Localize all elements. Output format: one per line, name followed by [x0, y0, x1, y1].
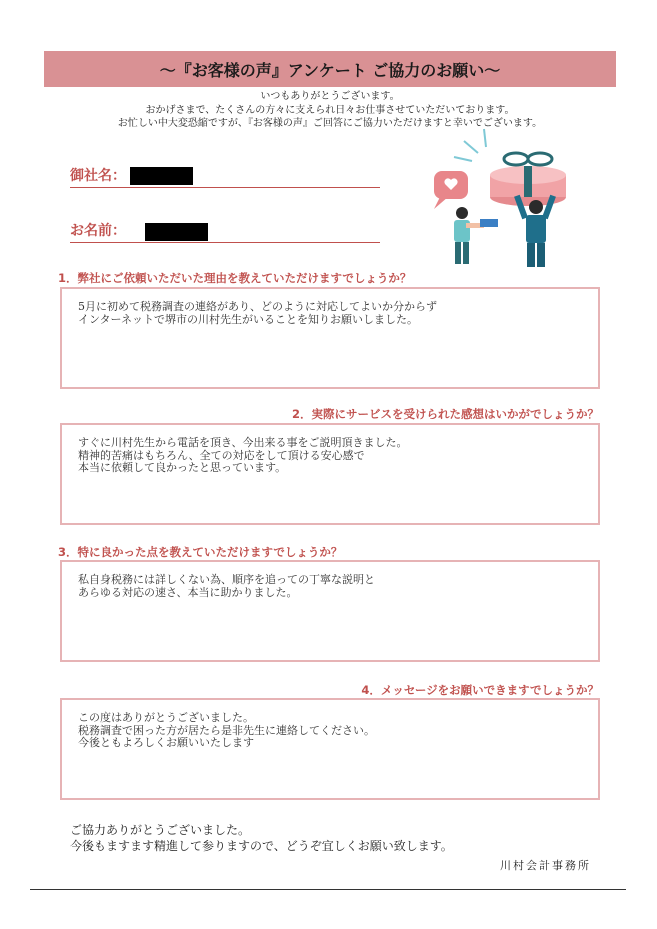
answer-line: 本当に依頼して良かったと思っています。	[78, 461, 287, 474]
question-1-heading: 1．弊社にご依頼いただいた理由を教えていただけますでしょうか？	[58, 271, 412, 285]
intro-line: いつもありがとうございます。	[260, 91, 400, 102]
sparkle-lines-icon	[454, 129, 486, 161]
page-title: 〜『お客様の声』アンケート ご協力のお願い〜	[159, 60, 501, 80]
answer-box-4	[60, 698, 600, 800]
answer-box-3	[60, 560, 600, 662]
answer-line: インターネットで堺市の川村先生がいることを知りお願いしました。	[78, 312, 419, 326]
company-label: 御社名：	[70, 168, 126, 184]
closing-line: ご協力ありがとうございました。	[70, 823, 251, 837]
answer-line: 私自身税務には詳しくない為、順序を追っての丁寧な説明と	[78, 573, 375, 586]
closing-line: 今後もますます精進して参りますので、どうぞ宜しくお願い致します。	[70, 839, 453, 853]
closing-text	[70, 822, 453, 854]
answer-line: 今後ともよろしくお願いいたします	[78, 736, 254, 749]
question-2-heading: 2．実際にサービスを受けられた感想はいかがでしょうか？	[292, 407, 599, 421]
answer-line: あらゆる対応の速さ、本当に助かりました。	[78, 585, 298, 599]
gift-illustration	[420, 125, 590, 275]
answer-box-2	[60, 423, 600, 525]
answer-line: 5月に初めて税務調査の連絡があり、どのように対応してよいか分からず	[78, 300, 437, 313]
redacted-name	[145, 223, 208, 241]
answer-line: この度はありがとうございました。	[78, 711, 254, 724]
answer-line: 精神的苦痛はもちろん、全ての対応をして頂ける安心感で	[78, 448, 365, 462]
question-3-heading: 3．特に良かった点を教えていただけますでしょうか？	[58, 545, 343, 559]
person-woman-icon	[454, 207, 498, 264]
heart-bubble-icon	[434, 171, 468, 209]
office-name: 川村会計事務所	[500, 859, 591, 872]
answer-line: 税務調査で困った方が居たら是非先生に連絡してください。	[78, 723, 375, 737]
intro-line: お忙しい中大変恐縮ですが、『お客様の声』ご回答にご協力いただけますと幸いでございます。	[117, 118, 543, 129]
name-field	[70, 220, 380, 243]
redacted-company	[130, 167, 193, 185]
person-man-icon	[514, 195, 556, 267]
company-field	[70, 165, 380, 188]
question-4-heading: 4．メッセージをお願いできますでしょうか？	[361, 683, 599, 697]
bottom-divider	[30, 889, 626, 890]
title-banner	[44, 51, 616, 87]
name-label: お名前：	[70, 223, 126, 239]
intro-line: おかげさまで、たくさんの方々に支えられ日々お仕事させていただいております。	[145, 104, 515, 116]
answer-line: すぐに川村先生から電話を頂き、今出来る事をご説明頂きました。	[78, 436, 408, 449]
answer-box-1	[60, 287, 600, 389]
